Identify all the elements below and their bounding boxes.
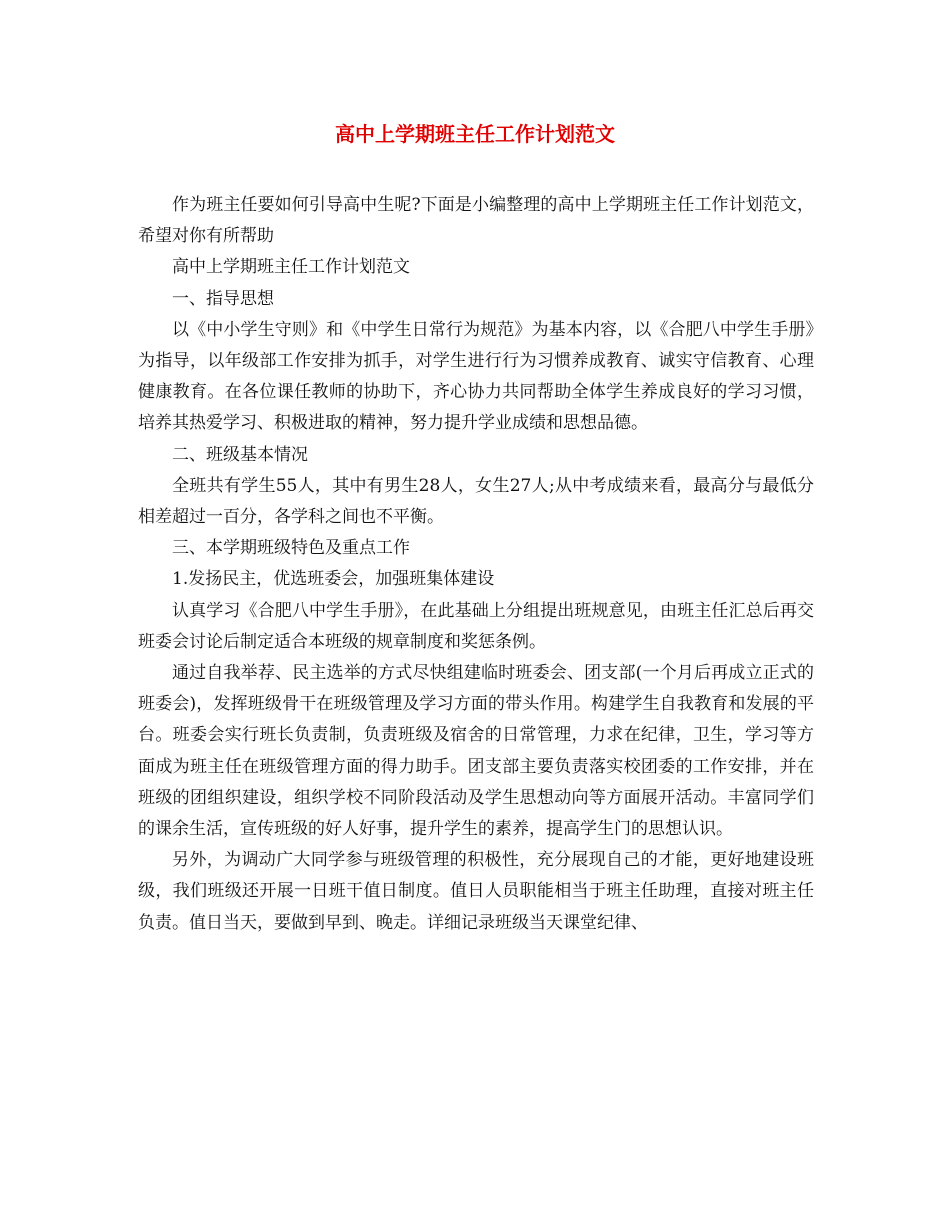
- intro-paragraph: 作为班主任要如何引导高中生呢?下面是小编整理的高中上学期班主任工作计划范文，希望对你有所帮助: [138, 195, 814, 247]
- body-paragraph: 以《中小学生守则》和《中学生日常行为规范》为基本内容，以《合肥八中学生手册》为指导，以年级部工作安排为抓手，对学生进行行为习惯养成教育、诚实守信教育、心理健康教育。在各位课任教师的协助下，齐心协力共同帮助全体学生养成良好的学习习惯，培养其热爱学习、积极进取的精神，努力提升学业成绩和思想品德。: [138, 319, 814, 434]
- body-paragraph: 认真学习《合肥八中学生手册》，在此基础上分组提出班规意见，由班主任汇总后再交班委会讨论后制定适合本班级的规章制度和奖惩条例。: [138, 600, 814, 652]
- document-title: 高中上学期班主任工作计划范文: [335, 122, 615, 146]
- subsection-heading: 1.发扬民主，优选班委会，加强班集体建设: [172, 569, 495, 590]
- section-heading-3: 三、本学期班级特色及重点工作: [172, 538, 410, 559]
- section-heading-1: 一、指导思想: [172, 288, 274, 309]
- body-paragraph: 另外，为调动广大同学参与班级管理的积极性，充分展现自己的才能，更好地建设班级，我们班级还开展一日班干值日制度。值日人员职能相当于班主任助理，直接对班主任负责。值日当天，要做到早到、晚走。详细记录班级当天课堂纪律、: [138, 850, 814, 933]
- subtitle-paragraph: 高中上学期班主任工作计划范文: [172, 257, 410, 278]
- document-body: [138, 190, 814, 939]
- body-paragraph: 通过自我举荐、民主选举的方式尽快组建临时班委会、团支部(一个月后再成立正式的班委会)，发挥班级骨干在班级管理及学习方面的带头作用。构建学生自我教育和发展的平台。班委会实行班长负责制，负责班级及宿舍的日常管理，力求在纪律，卫生，学习等方面成为班主任在班级管理方面的得力助手。团支部主要负责落实校团委的工作安排，并在班级的团组织建设，组织学校不同阶段活动及学生思想动向等方面展开活动。丰富同学们的课余生活，宣传班级的好人好事，提升学生的素养，提高学生门的思想认识。: [138, 663, 814, 840]
- section-heading-2: 二、班级基本情况: [172, 444, 308, 465]
- body-paragraph: 全班共有学生55人，其中有男生28人，女生27人;从中考成绩来看，最高分与最低分相差超过一百分，各学科之间也不平衡。: [138, 475, 814, 528]
